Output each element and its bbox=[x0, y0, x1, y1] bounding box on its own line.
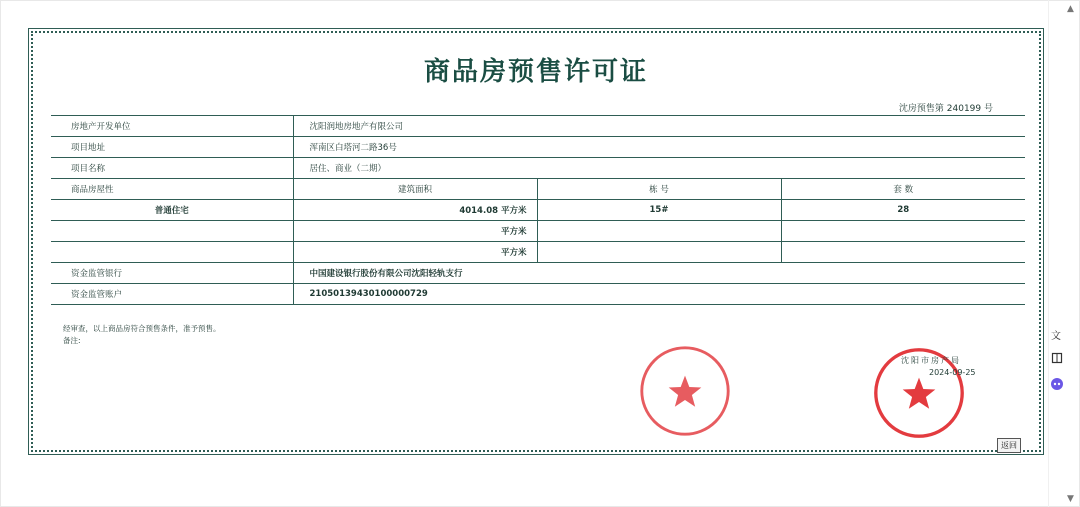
reader-icon[interactable] bbox=[1048, 349, 1066, 367]
empty-cell bbox=[537, 221, 781, 242]
empty-cell bbox=[781, 242, 1025, 263]
scroll-up-icon[interactable]: ▲ bbox=[1067, 4, 1074, 14]
scrollbar-track[interactable] bbox=[1048, 0, 1049, 507]
issuer-name: 沈阳市房产局 bbox=[901, 356, 961, 365]
table-row bbox=[51, 221, 1025, 242]
back-button[interactable]: 返回 bbox=[997, 438, 1021, 453]
empty-cell bbox=[781, 221, 1025, 242]
assistant-icon[interactable] bbox=[1048, 375, 1066, 393]
empty-cell bbox=[51, 242, 293, 263]
empty-cell bbox=[537, 242, 781, 263]
table-row bbox=[51, 137, 1025, 158]
property-type-label: 商品房屋性 bbox=[51, 179, 293, 200]
address-label: 项目地址 bbox=[51, 137, 293, 158]
units-value: 28 bbox=[781, 200, 1025, 221]
remark-block bbox=[63, 323, 221, 347]
property-type-value: 普通住宅 bbox=[51, 200, 293, 221]
units-header: 套 数 bbox=[781, 179, 1025, 200]
table-row bbox=[51, 284, 1025, 305]
area-value: 4014.08 平方米 bbox=[293, 200, 537, 221]
bank-value: 中国建设银行股份有限公司沈阳轻轨支行 bbox=[293, 263, 1025, 284]
approval-text: 经审查，以上商品房符合预售条件，准予预售。 bbox=[63, 324, 221, 333]
table-row bbox=[51, 116, 1025, 137]
translate-icon[interactable] bbox=[1048, 326, 1066, 344]
area-value: 平方米 bbox=[293, 242, 537, 263]
certificate-inner-frame bbox=[31, 31, 1041, 452]
area-header: 建筑面积 bbox=[293, 179, 537, 200]
table-row bbox=[51, 242, 1025, 263]
remark-label: 备注: bbox=[63, 336, 81, 345]
issue-date: 2024-09-25 bbox=[929, 368, 976, 377]
table-row bbox=[51, 179, 1025, 200]
bank-label: 资金监管银行 bbox=[51, 263, 293, 284]
certificate-title: 商品房预售许可证 bbox=[423, 57, 648, 87]
certificate-number: 沈房预售第 240199 号 bbox=[898, 104, 993, 114]
project-value: 居住、商业（二期） bbox=[293, 158, 1025, 179]
developer-label: 房地产开发单位 bbox=[51, 116, 293, 137]
table-row bbox=[51, 158, 1025, 179]
empty-cell bbox=[51, 221, 293, 242]
scroll-down-icon[interactable]: ▼ bbox=[1067, 494, 1074, 504]
address-value: 浑南区白塔河二路36号 bbox=[293, 137, 1025, 158]
table-row bbox=[51, 263, 1025, 284]
account-value: 21050139430100000729 bbox=[293, 284, 1025, 305]
account-label: 资金监管账户 bbox=[51, 284, 293, 305]
certificate-frame bbox=[28, 28, 1044, 455]
housing-bureau-seal bbox=[637, 343, 733, 439]
project-label: 项目名称 bbox=[51, 158, 293, 179]
certificate-table bbox=[51, 115, 1025, 305]
area-value: 平方米 bbox=[293, 221, 537, 242]
developer-value: 沈阳润地房地产有限公司 bbox=[293, 116, 1025, 137]
table-row bbox=[51, 200, 1025, 221]
svg-text:文: 文 bbox=[1051, 331, 1061, 341]
building-value: 15# bbox=[537, 200, 781, 221]
building-header: 栋 号 bbox=[537, 179, 781, 200]
